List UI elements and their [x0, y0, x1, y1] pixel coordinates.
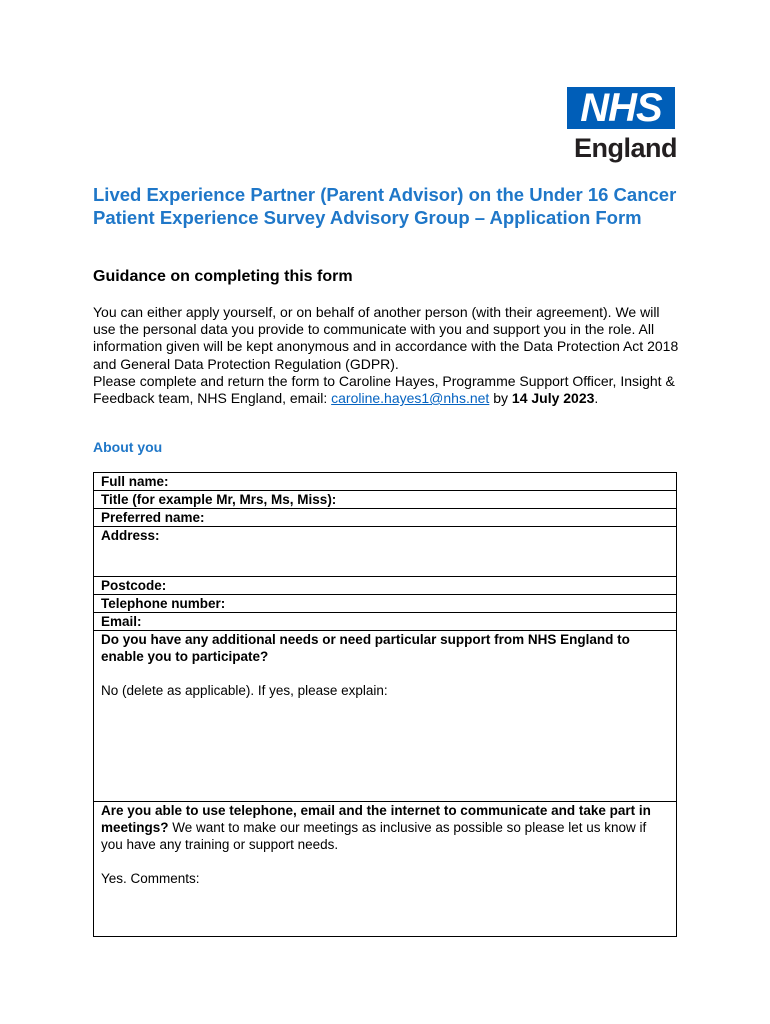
- preferred-name-field[interactable]: Preferred name:: [94, 509, 677, 527]
- address-field[interactable]: Address:: [94, 527, 677, 577]
- page-title: Lived Experience Partner (Parent Advisor) on the Under 16 Cancer Patient Experience Survey Advisory Group – Application Form: [93, 184, 677, 228]
- guidance-text: [93, 304, 683, 407]
- table-row: [94, 509, 677, 527]
- guidance-paragraph-1: You can either apply yourself, or on behalf of another person (with their agreement). We will use the personal data you provide to communicate with you and support you in the role. All information given will be kept anonymous and in accordance with the Data Protection Act 2018 and General Data Protection Regulation (GDPR).: [93, 304, 679, 372]
- communication-field[interactable]: [94, 802, 677, 937]
- postcode-field[interactable]: Postcode:: [94, 577, 677, 595]
- email-field[interactable]: Email:: [94, 613, 677, 631]
- telephone-field[interactable]: Telephone number:: [94, 595, 677, 613]
- guidance-heading: Guidance on completing this form: [93, 268, 353, 285]
- title-field[interactable]: Title (for example Mr, Mrs, Ms, Miss):: [94, 491, 677, 509]
- communication-answer: Yes. Comments:: [101, 871, 200, 886]
- table-row: [94, 631, 677, 802]
- table-row: [94, 527, 677, 577]
- contact-email-link[interactable]: caroline.hayes1@nhs.net: [331, 390, 490, 407]
- table-row: [94, 802, 677, 937]
- table-row: [94, 613, 677, 631]
- guidance-paragraph-2: [93, 373, 683, 407]
- nhs-england-logo: [567, 87, 677, 163]
- nhs-logo-mark: NHS: [567, 87, 675, 129]
- full-name-field[interactable]: Full name:: [94, 473, 677, 491]
- guidance-paragraph-2-text: Please complete and return the form to Caroline Hayes, Programme Support Officer, Insight & Feedback team, NHS England, email:: [93, 372, 675, 407]
- additional-needs-field[interactable]: [94, 631, 677, 802]
- communication-question: Are you able to use telephone, email and the internet to communicate and take part in meetings?: [101, 803, 651, 835]
- period: .: [594, 390, 599, 407]
- table-row: [94, 595, 677, 613]
- communication-note: We want to make our meetings as inclusive as possible so please let us know if you have any training or support needs.: [101, 820, 647, 852]
- about-you-heading: About you: [93, 439, 163, 455]
- deadline-date: 14 July 2023: [511, 390, 595, 407]
- nhs-logo-org: England: [574, 133, 677, 163]
- table-row: [94, 491, 677, 509]
- additional-needs-question: Do you have any additional needs or need particular support from NHS England to enable you to participate?: [101, 632, 630, 664]
- application-form-table: [93, 472, 677, 937]
- table-row: [94, 577, 677, 595]
- additional-needs-answer: No (delete as applicable). If yes, please explain:: [101, 683, 388, 698]
- table-row: [94, 473, 677, 491]
- by-text: by: [489, 390, 512, 407]
